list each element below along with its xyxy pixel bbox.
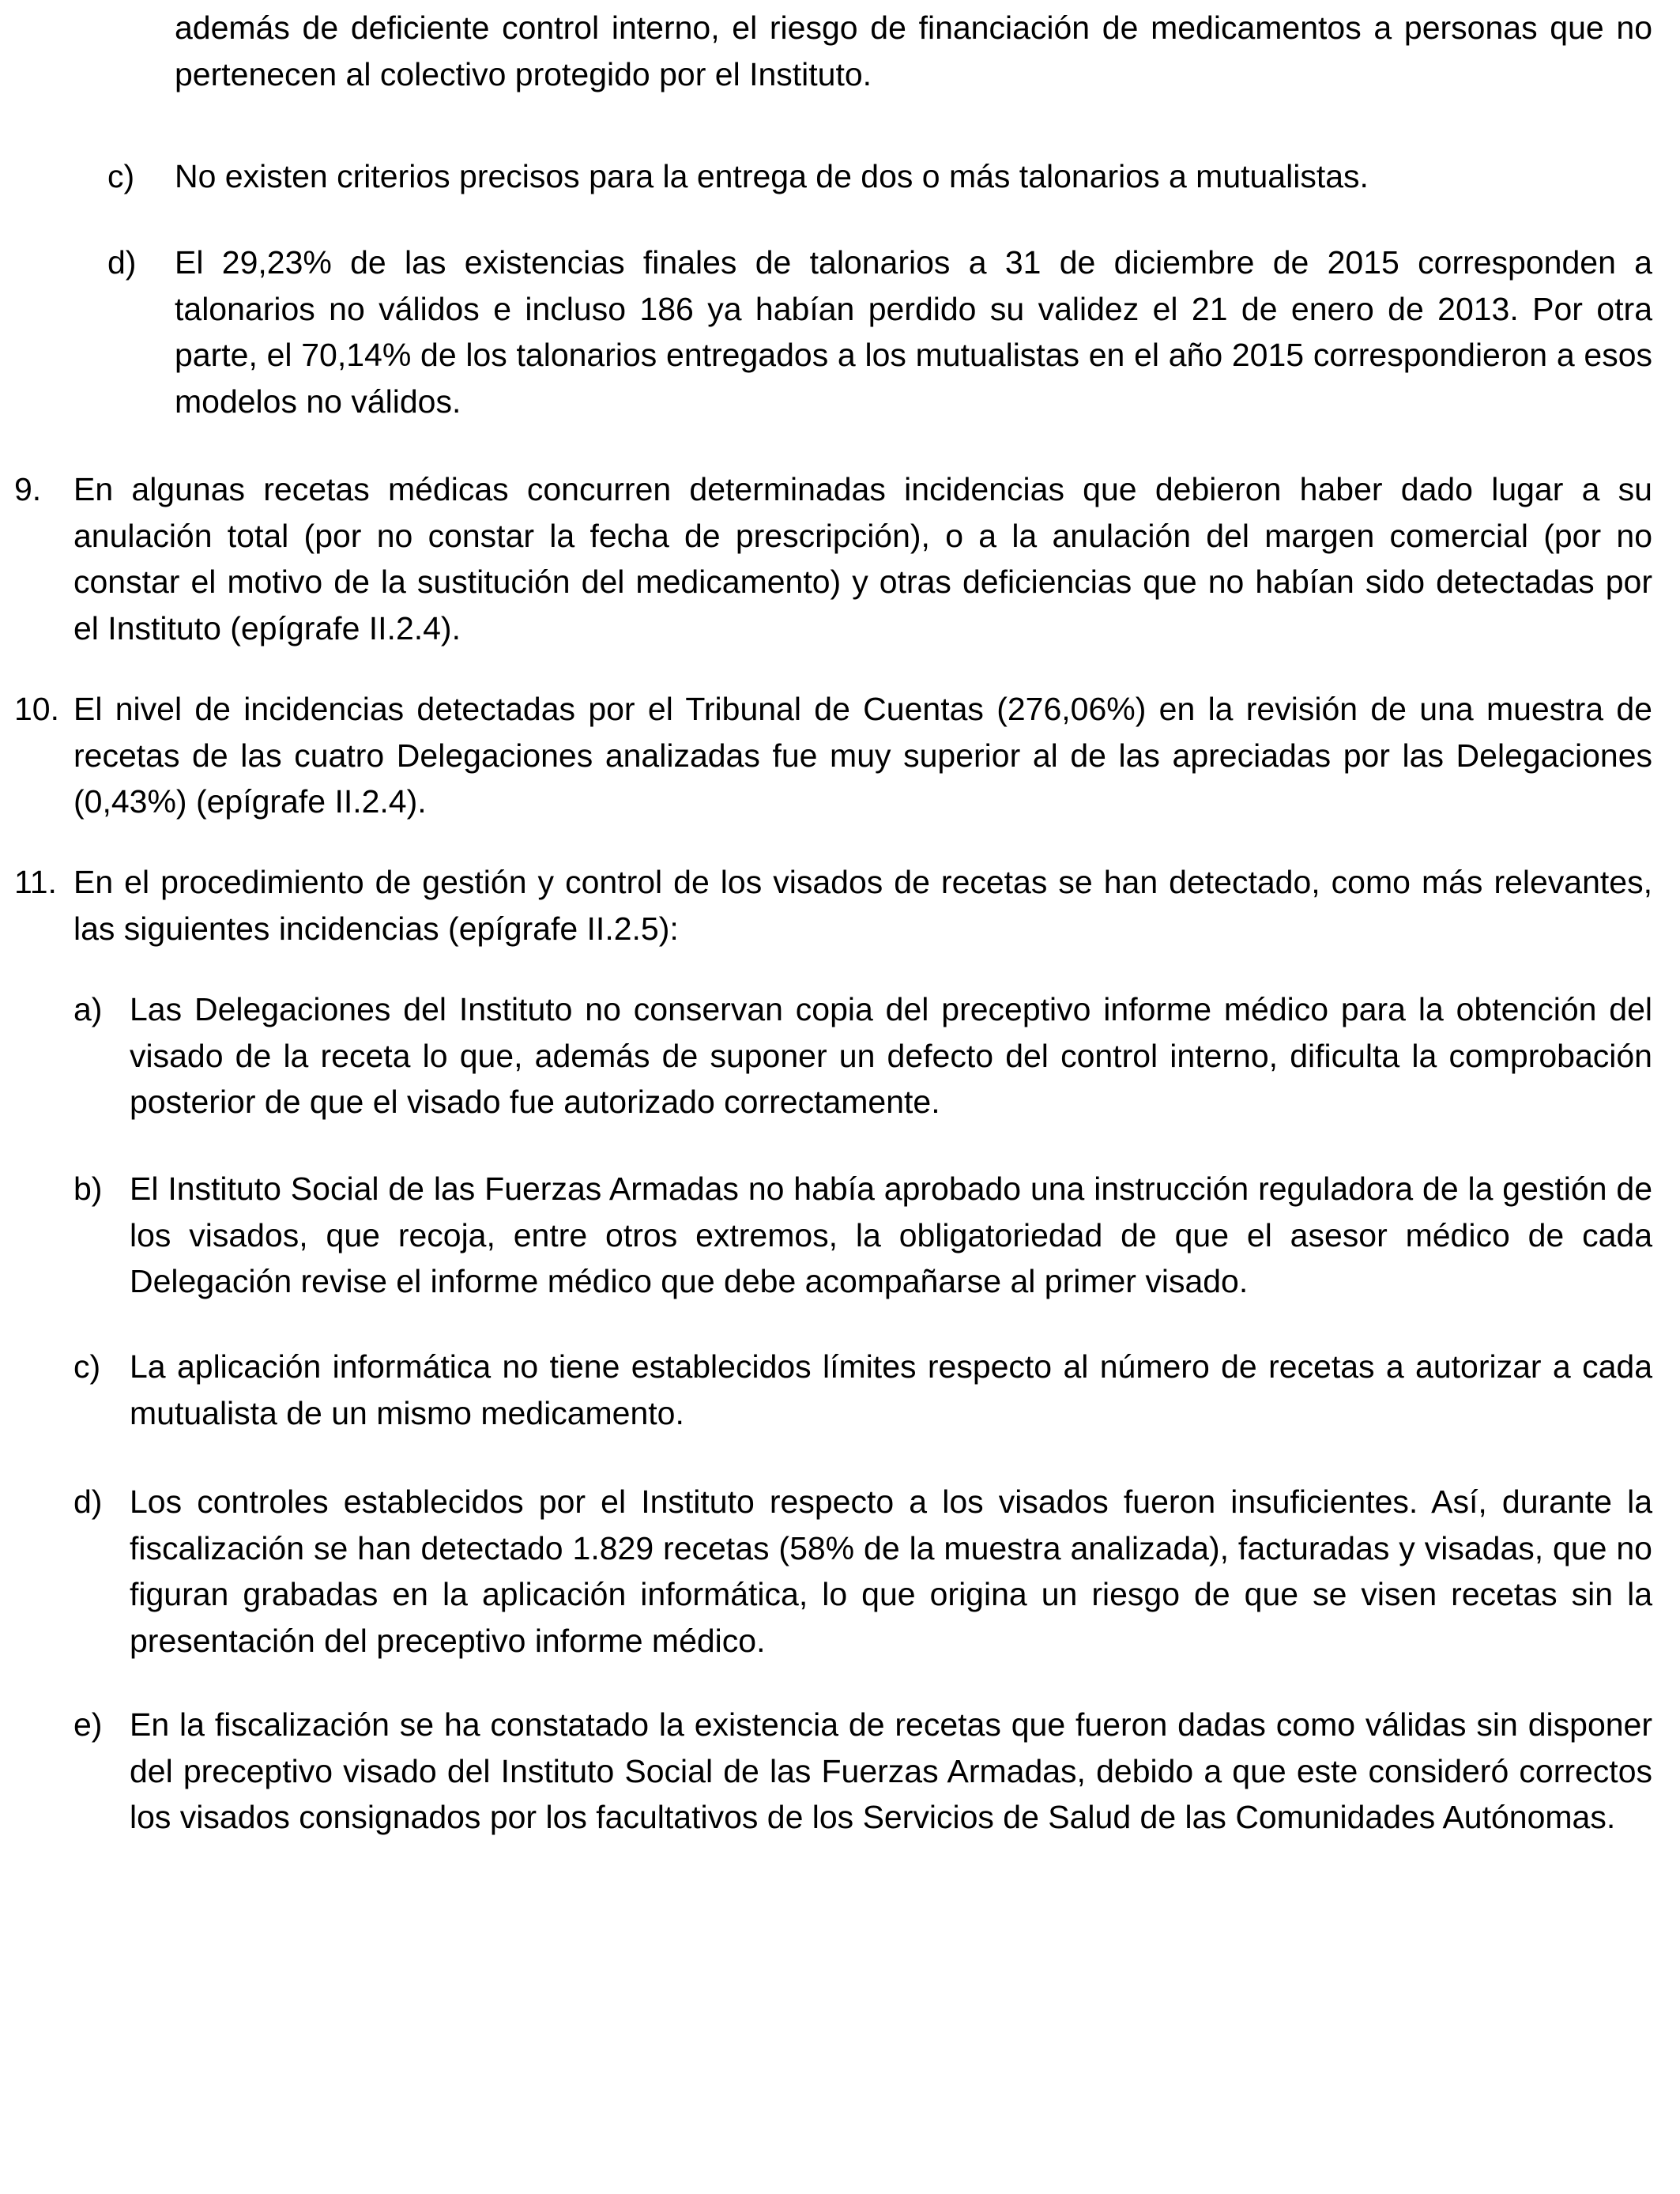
list-item-label: c) bbox=[73, 1348, 101, 1385]
list-item-label: c) bbox=[107, 158, 135, 194]
list-item-label: e) bbox=[73, 1706, 103, 1743]
list-item-number: 10. bbox=[14, 691, 59, 727]
list-item-number: 9. bbox=[14, 471, 42, 507]
list-item-text: El 29,23% de las existencias finales de talonarios a 31 de diciembre de 2015 corresponden a talonarios no válidos e incluso 186 ya habían perdido su validez el 21 de enero de 2013. Por otra parte, el 70,14% de los talonarios entregados a los mutualistas en el año 2015 correspondieron a esos modelos no válidos. bbox=[175, 244, 1652, 420]
list-item-label: d) bbox=[73, 1483, 103, 1520]
list-item-text: No existen criterios precisos para la entrega de dos o más talonarios a mutualistas. bbox=[175, 158, 1369, 194]
list-item-text: La aplicación informática no tiene establecidos límites respecto al número de recetas a autorizar a cada mutualista de un mismo medicamento. bbox=[130, 1348, 1652, 1431]
list-item-text: El nivel de incidencias detectadas por el Tribunal de Cuentas (276,06%) en la revisión de una muestra de recetas de las cuatro Delegaciones analizadas fue muy superior al de las apreciadas por las Delegaciones (0,43%) (epígrafe II.2.4). bbox=[73, 691, 1652, 820]
list-item-text: Las Delegaciones del Instituto no conservan copia del preceptivo informe médico para la obtención del visado de la receta lo que, además de suponer un defecto del control interno, dificulta la comprobación posterior de que el visado fue autorizado correctamente. bbox=[130, 991, 1652, 1120]
list-item-text: El Instituto Social de las Fuerzas Armadas no había aprobado una instrucción reguladora de la gestión de los visados, que recoja, entre otros extremos, la obligatoriedad de que el asesor médico de cada Delegación revise el informe médico que debe acompañarse al primer visado. bbox=[130, 1171, 1652, 1299]
list-item-text: Los controles establecidos por el Instituto respecto a los visados fueron insuficientes. Así, durante la fiscalización se han detectado 1.829 recetas (58% de la muestra analizada), facturadas y visadas, que no figuran grabadas en la aplicación informática, lo que origina un riesgo de que se visen recetas sin la presentación del preceptivo informe médico. bbox=[130, 1483, 1652, 1659]
list-item-number: 11. bbox=[14, 864, 57, 900]
list-item-text: En algunas recetas médicas concurren determinadas incidencias que debieron haber dado lugar a su anulación total (por no constar la fecha de prescripción), o a la anulación del margen comercial (por no constar el motivo de la sustitución del medicamento) y otras deficiencias que no habían sido detectadas por el Instituto (epígrafe II.2.4). bbox=[73, 471, 1652, 647]
continuation-paragraph: además de deficiente control interno, el riesgo de financiación de medicamentos a personas que no pertenecen al colectivo protegido por el Instituto. bbox=[175, 9, 1652, 92]
list-item-label: b) bbox=[73, 1171, 103, 1207]
list-item-text: En el procedimiento de gestión y control de los visados de recetas se han detectado, como más relevantes, las siguientes incidencias (epígrafe II.2.5): bbox=[73, 864, 1652, 947]
list-item-label: a) bbox=[73, 991, 103, 1027]
list-item-text: En la fiscalización se ha constatado la existencia de recetas que fueron dadas como válidas sin disponer del preceptivo visado del Instituto Social de las Fuerzas Armadas, debido a que este consideró correctos los visados consignados por los facultativos de los Servicios de Salud de las Comunidades Autónomas. bbox=[130, 1706, 1652, 1835]
list-item-label: d) bbox=[107, 244, 137, 281]
